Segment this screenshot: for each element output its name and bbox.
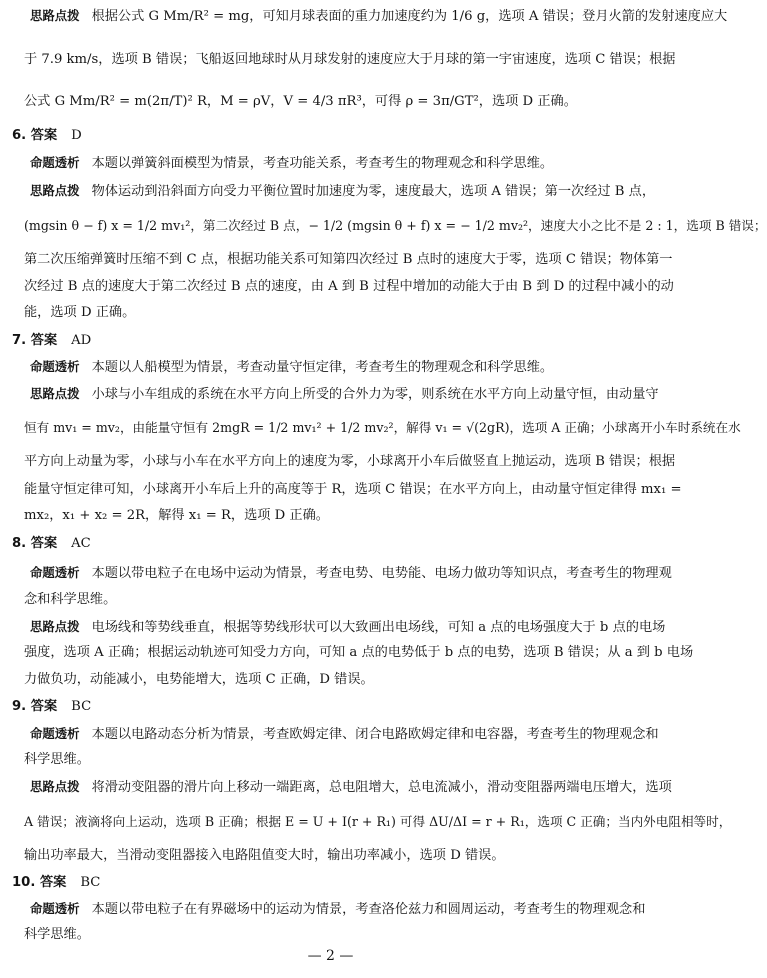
answer-number: 8. 答案 [12, 536, 58, 551]
answer-heading [12, 697, 91, 717]
line-label: 命题透析 [30, 726, 80, 741]
line-text: 小球与小车组成的系统在水平方向上所受的合外力为零，则系统在水平方向上动量守恒，由动量守 [91, 387, 659, 402]
text-line [24, 216, 767, 236]
line-text: 输出功率最大，当滑动变阻器接入电路阻值变大时，输出功率减小，选项 D 错误。 [24, 848, 505, 863]
text-line [24, 643, 694, 663]
line-text: 能量守恒定律可知，小球离开小车后上升的高度等于 R，选项 C 错误；在水平方向上，由动量守恒定律得 mx₁ = [24, 482, 682, 497]
text-line [24, 925, 645, 945]
text-line [24, 506, 645, 526]
line-text: 第二次压缩弹簧时压缩不到 C 点，根据功能关系可知第四次经过 B 点时的速度大于零，选项 C 错误；物体第一 [24, 252, 673, 267]
line-label: 命题透析 [30, 359, 80, 374]
text-line [24, 846, 645, 866]
answer-value: AD [71, 333, 92, 348]
line-text: mx₂，x₁ + x₂ = 2R，解得 x₁ = R，选项 D 正确。 [24, 508, 329, 523]
line-text: 本题以带电粒子在电场中运动为情景，考查电势、电势能、电场力做功等知识点，考查考生的物理观 [91, 566, 672, 581]
line-text: 平方向上动量为零，小球与小车在水平方向上的速度为零，小球离开小车后做竖直上抛运动，选项 B 错误；根据 [24, 454, 676, 469]
answer-value: BC [80, 875, 101, 890]
page-number: — 2 — [307, 948, 354, 964]
text-line [30, 617, 666, 638]
text-line [30, 384, 659, 405]
line-label: 思路点拨 [30, 779, 80, 794]
text-line [30, 724, 659, 745]
text-line [30, 153, 645, 174]
line-text: 本题以带电粒子在有界磁场中的运动为情景，考查洛伦兹力和圆周运动，考查考生的物理观念和 [91, 902, 646, 917]
text-line [24, 452, 676, 472]
text-line [24, 277, 674, 297]
line-text: 强度，选项 A 正确；根据运动轨迹可知受力方向，可知 a 点的电势低于 b 点的电势，选项 B 错误；从 a 到 b 电场 [24, 645, 694, 660]
line-text: 于 7.9 km/s，选项 B 错误；飞船返回地球时从月球发射的速度应大于月球的第一宇宙速度，选项 C 错误；根据 [24, 52, 676, 67]
answer-value: D [71, 128, 82, 143]
answer-heading [12, 126, 82, 146]
line-text: 能，选项 D 正确。 [24, 305, 136, 320]
line-text: 将滑动变阻器的滑片向上移动一端距离，总电阻增大，总电流减小，滑动变阻器两端电压增大，选项 [91, 780, 672, 795]
answer-number: 6. 答案 [12, 128, 58, 143]
line-text: 科学思维。 [24, 752, 90, 767]
text-line [24, 92, 645, 112]
line-text: 根据公式 G Mm/R² = mg，可知月球表面的重力加速度约为 1/6 g，选项 A 错误；登月火箭的发射速度应大 [91, 9, 728, 24]
text-line [30, 777, 672, 798]
line-text: (mgsin θ − f) x = 1/2 mv₁²，第二次经过 B 点，− 1/2 (mgsin θ + f) x = − 1/2 mv₂²，速度大小之比不是 2 : 1，选项 B 错误； [24, 218, 767, 233]
text-line [24, 750, 645, 770]
line-text: 次经过 B 点的速度大于第二次经过 B 点的速度，由 A 到 B 过程中增加的动能大于由 B 到 D 的过程中减小的动 [24, 279, 674, 294]
line-label: 命题透析 [30, 565, 80, 580]
answer-heading [12, 873, 100, 893]
text-line [24, 480, 682, 500]
line-label: 思路点拨 [30, 386, 80, 401]
text-line [30, 563, 672, 584]
text-line [24, 590, 645, 610]
line-label: 命题透析 [30, 155, 80, 170]
line-text: 电场线和等势线垂直，根据等势线形状可以大致画出电场线，可知 a 点的电场强度大于 b 点的电场 [91, 620, 666, 635]
answer-heading [12, 331, 91, 351]
text-line [24, 812, 732, 832]
line-text: 恒有 mv₁ = mv₂，由能量守恒有 2mgR = 1/2 mv₁² + 1/2 mv₂²，解得 v₁ = √(2gR)，选项 A 正确；小球离开小车时系统在水 [24, 420, 741, 435]
answer-value: BC [71, 699, 92, 714]
line-text: 本题以电路动态分析为情景，考查欧姆定律、闭合电路欧姆定律和电容器，考查考生的物理观念和 [91, 727, 659, 742]
line-text: 本题以人船模型为情景，考查动量守恒定律，考查考生的物理观念和科学思维。 [91, 360, 554, 375]
text-line [24, 50, 676, 70]
answer-value: AC [71, 536, 91, 551]
text-line [24, 418, 741, 438]
answer-number: 7. 答案 [12, 333, 58, 348]
text-line [30, 899, 645, 920]
line-text: 念和科学思维。 [24, 592, 117, 607]
line-label: 思路点拨 [30, 8, 80, 23]
line-text: 本题以弹簧斜面模型为情景，考查功能关系，考查考生的物理观念和科学思维。 [91, 156, 554, 171]
text-line [30, 181, 656, 202]
text-line [24, 303, 645, 323]
line-label: 思路点拨 [30, 619, 80, 634]
answer-number: 9. 答案 [12, 699, 58, 714]
line-text: 物体运动到沿斜面方向受力平衡位置时加速度为零，速度最大，选项 A 错误；第一次经过 B 点， [91, 184, 656, 199]
text-line [24, 670, 645, 690]
line-text: 力做负功，动能减小，电势能增大，选项 C 正确，D 错误。 [24, 672, 374, 687]
answer-heading [12, 534, 91, 554]
line-text: 科学思维。 [24, 927, 90, 942]
text-line [30, 6, 728, 27]
line-text: 公式 G Mm/R² = m(2π/T)² R，M = ρV，V = 4/3 πR³，可得 ρ = 3π/GT²，选项 D 正确。 [24, 94, 577, 109]
line-text: A 错误；液滴将向上运动，选项 B 正确；根据 E = U + I(r + R₁) 可得 ΔU/ΔI = r + R₁，选项 C 正确；当内外电阻相等时， [24, 814, 732, 829]
line-label: 思路点拨 [30, 183, 80, 198]
text-line [24, 250, 673, 270]
text-line [30, 357, 645, 378]
line-label: 命题透析 [30, 901, 80, 916]
answer-number: 10. 答案 [12, 875, 67, 890]
